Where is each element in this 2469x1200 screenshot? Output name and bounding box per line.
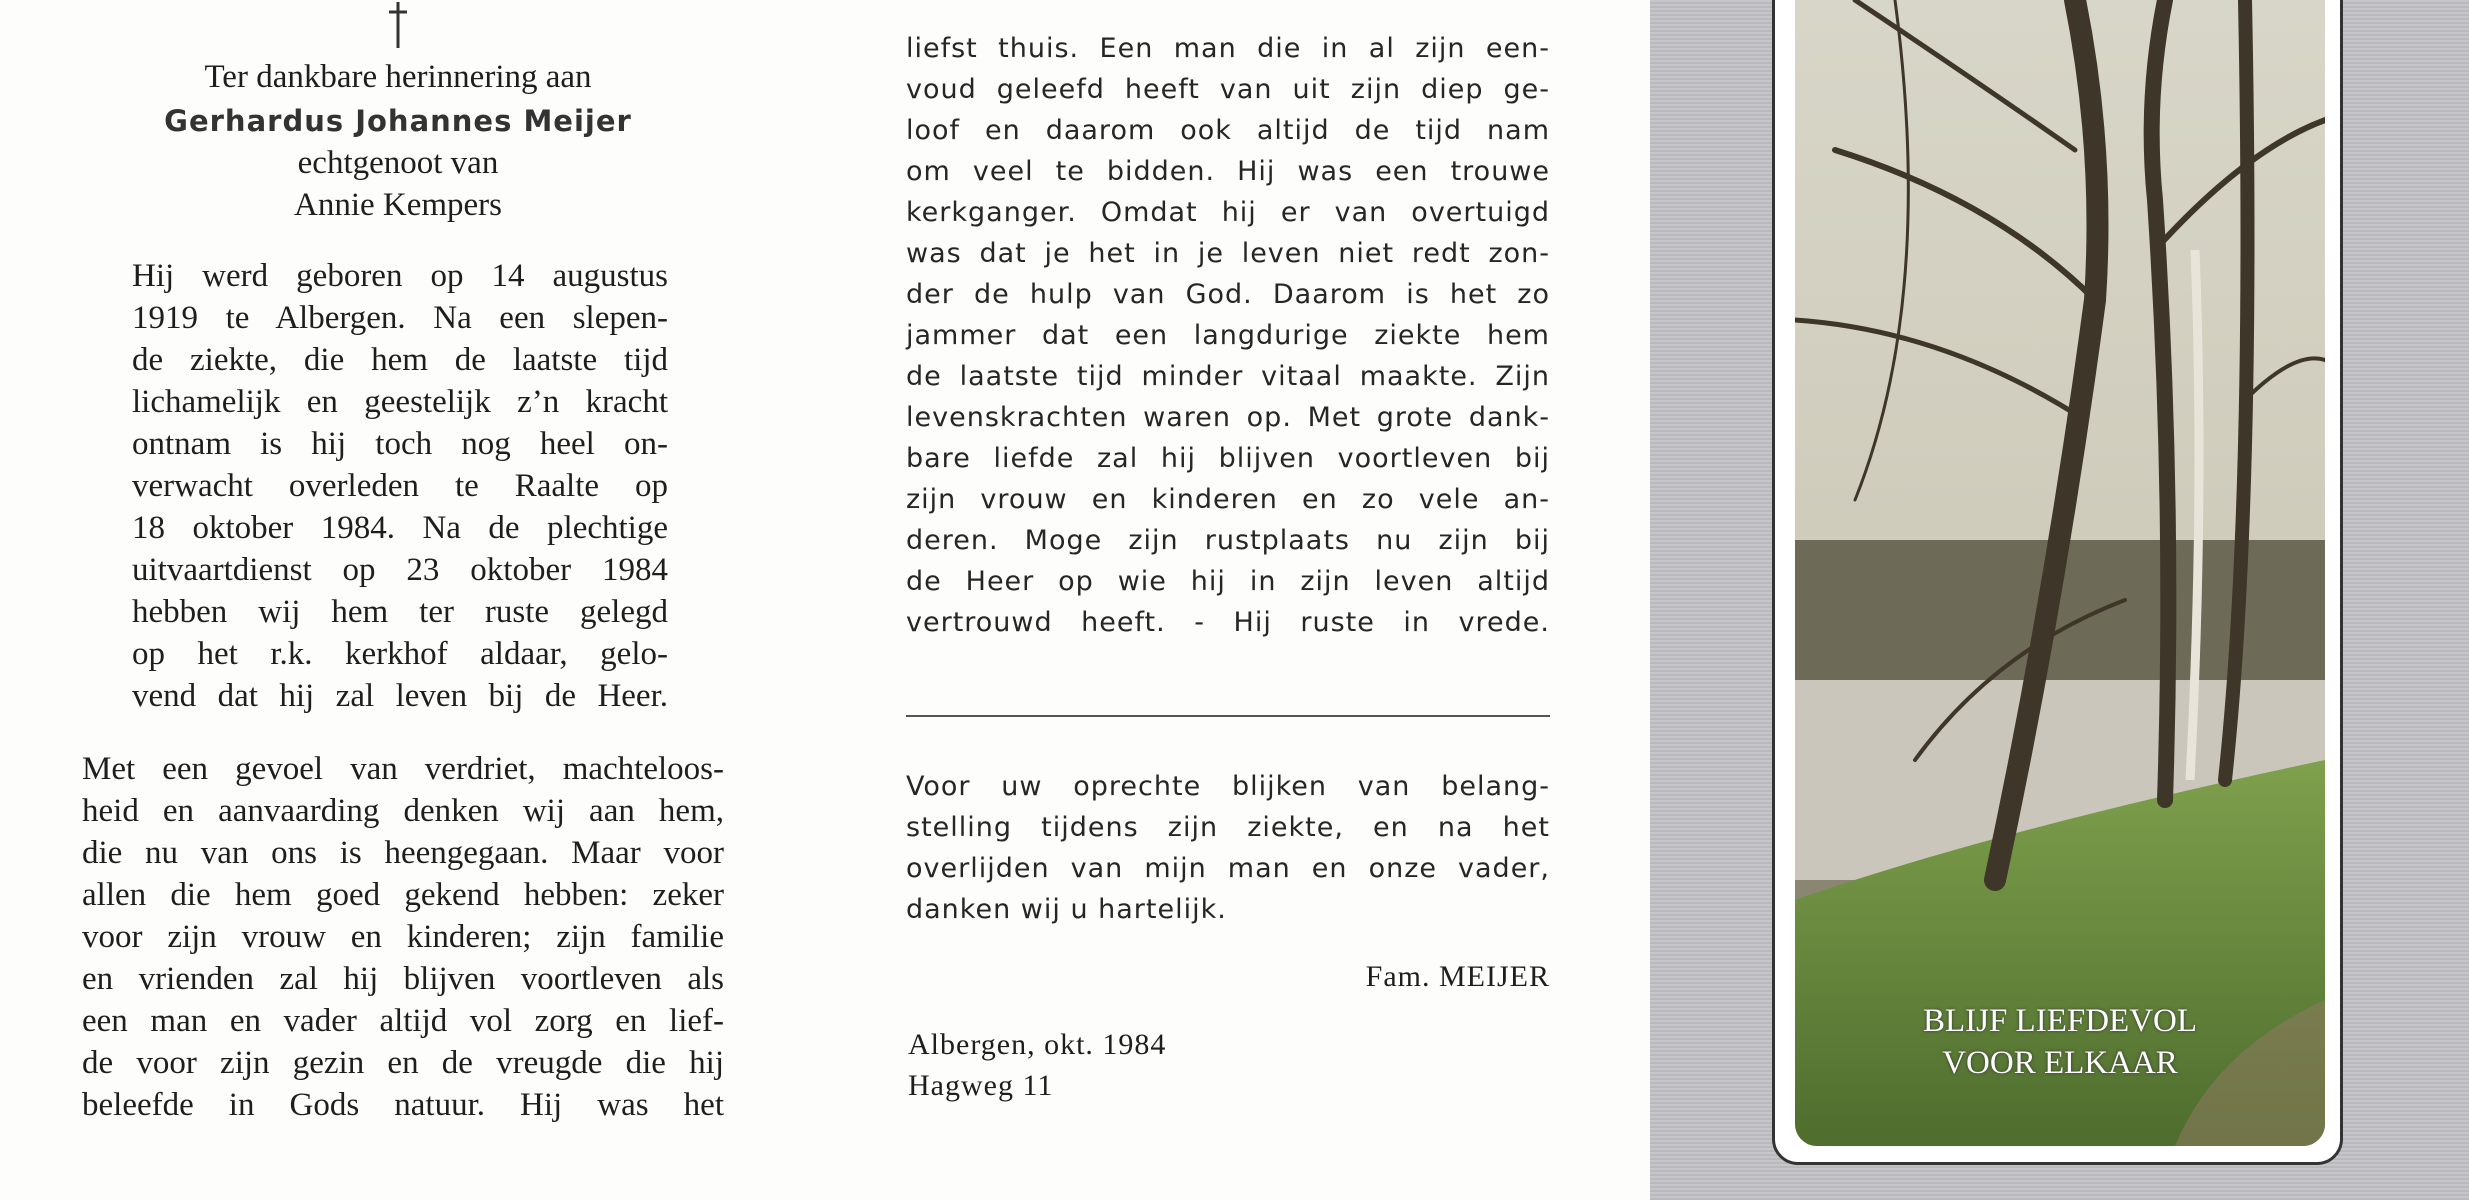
text-line: overlijden van mijn man en onze vader, — [906, 853, 1550, 884]
text-line: een man en vader altijd vol zorg en lief- — [82, 1003, 724, 1039]
text-line: verwacht overleden te Raalte op — [132, 468, 668, 504]
text-line: 18 oktober 1984. Na de plechtige — [132, 510, 668, 546]
cross-icon — [386, 0, 410, 50]
motto-line: VOOR ELKAAR — [1942, 1045, 2178, 1081]
continuation-paragraph — [906, 28, 1550, 643]
text-line: Met een gevoel van verdriet, machteloos- — [82, 751, 724, 787]
text-line: jammer dat een langdurige ziekte hem — [906, 320, 1550, 351]
text-line: om veel te bidden. Hij was een trouwe — [906, 156, 1550, 187]
family-signature: Fam. MEIJER — [1365, 960, 1550, 993]
text-line: uitvaartdienst op 23 oktober 1984 — [132, 552, 668, 588]
text-line: voor zijn vrouw en kinderen; zijn familie — [82, 919, 724, 955]
text-line: loof en daarom ook altijd de tijd nam — [906, 115, 1550, 146]
text-line: danken wij u hartelijk. — [906, 894, 1227, 925]
text-line: de laatste tijd minder vitaal maakte. Zijn — [906, 361, 1550, 392]
place-date: Albergen, okt. 1984 — [908, 1028, 1167, 1061]
thanks-paragraph — [906, 766, 1550, 930]
trees-by-water-image — [1795, 0, 2325, 1146]
text-line: der de hulp van God. Daarom is het zo — [906, 279, 1550, 310]
deceased-name: Gerhardus Johannes Meijer — [164, 104, 632, 138]
text-line: de voor zijn gezin en de vreugde die hij — [82, 1045, 724, 1081]
text-line: en vrienden zal hij blijven voortleven als — [82, 961, 724, 997]
text-line: vertrouwd heeft. - Hij ruste in vrede. — [906, 607, 1550, 638]
divider — [906, 715, 1550, 717]
text-line: heid en aanvaarding denken wij aan hem, — [82, 793, 724, 829]
text-line: allen die hem goed gekend hebben: zeker — [82, 877, 724, 913]
place-and-address — [908, 1024, 1166, 1106]
text-line: Voor uw oprechte blijken van belang- — [906, 771, 1550, 802]
text-line: hebben wij hem ter ruste gelegd — [132, 594, 668, 630]
text-line: ontnam is hij toch nog heel on- — [132, 426, 668, 462]
text-line: op het r.k. kerkhof aldaar, gelo- — [132, 636, 668, 672]
text-line: beleefde in Gods natuur. Hij was het — [82, 1087, 724, 1123]
text-line: zijn vrouw en kinderen en zo vele an- — [906, 484, 1550, 515]
text-line: stelling tijdens zijn ziekte, en na het — [906, 812, 1550, 843]
landscape-photo — [1795, 0, 2325, 1146]
text-line: 1919 te Albergen. Na een slepen- — [132, 300, 668, 336]
text-line: Hij werd geboren op 14 augustus — [132, 258, 668, 294]
text-line: vend dat hij zal leven bij de Heer. — [132, 678, 668, 714]
text-line: levenskrachten waren op. Met grote dank- — [906, 402, 1550, 433]
text-line: lichamelijk en geestelijk z’n kracht — [132, 384, 668, 420]
text-line: deren. Moge zijn rustplaats nu zijn bij — [906, 525, 1550, 556]
text-line: liefst thuis. Een man die in al zijn een- — [906, 33, 1550, 64]
remembrance-paragraph — [82, 748, 724, 1126]
motto-line: BLIJF LIEFDEVOL — [1922, 1003, 2198, 1039]
spouse-name: Annie Kempers — [293, 187, 503, 223]
relation-text: echtgenoot van — [297, 145, 499, 181]
motto-text — [1795, 1000, 2325, 1084]
memorial-heading: Ter dankbare herinnering aan — [204, 59, 592, 95]
text-line: de ziekte, die hem de laatste tijd — [132, 342, 668, 378]
text-line: was dat je het in je leven niet redt zon- — [906, 238, 1550, 269]
text-line: de Heer op wie hij in zijn leven altijd — [906, 566, 1550, 597]
text-line: die nu van ons is heengegaan. Maar voor — [82, 835, 724, 871]
text-line: voud geleefd heeft van uit zijn diep ge- — [906, 74, 1550, 105]
biography-paragraph — [132, 255, 668, 717]
text-line: bare liefde zal hij blijven voortleven bij — [906, 443, 1550, 474]
address: Hagweg 11 — [908, 1069, 1054, 1102]
text-line: kerkganger. Omdat hij er van overtuigd — [906, 197, 1550, 228]
